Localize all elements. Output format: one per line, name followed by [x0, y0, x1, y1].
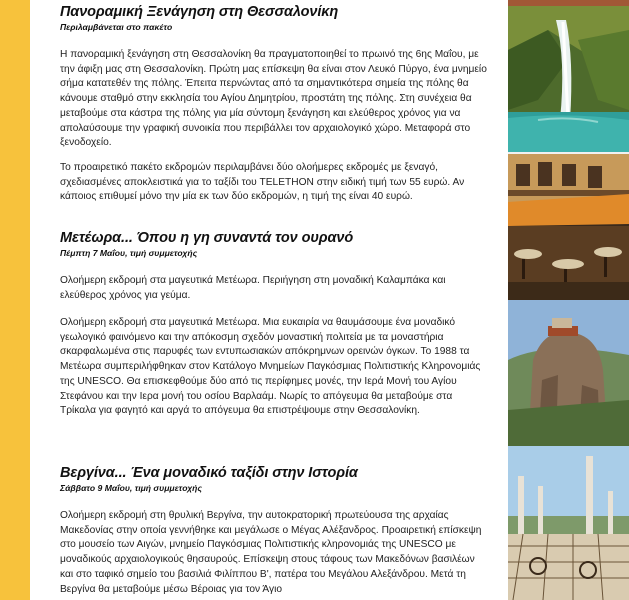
vergina-photo: [508, 446, 629, 600]
paragraph: Ολοήμερη εκδρομή στη θρυλική Βεργίνα, την αυτοκρατορική πρωτεύουσα της αρχαίας Μακεδονίας στην οποία γεννήθηκε και μεγάλωσε ο Μέγας Αλέξανδρος. Προαιρετική επίσκεψη στο μουσείο των Αιγών, μνημείο Παγκόσμιας Πολιτιστικής κληρονομιάς της UNESCO με μοναδικούς αρχαιολογικούς θησαυρούς. Επίσκεψη στους τάφους των Μακεδόνων βασιλέων και στο ταφικό σημείο του βασιλιά Φιλίππου Β', πατέρα του Μεγάλου Αλεξάνδρου. Μετά τη Βεργίνα θα μεταβούμε μέσω Βέροιας για τον Άγιο: [60, 510, 482, 595]
meteora-photo: [508, 300, 629, 446]
paragraph: Ολοήμερη εκδρομή στα μαγευτικά Μετέωρα. Περιήγηση στη μοναδική Καλαμπάκα και ελεύθερος χρόνος για γεύμα.: [60, 275, 446, 301]
paragraph: Ολοήμερη εκδρομή στα μαγευτικά Μετέωρα. Μια ευκαιρία να θαυμάσουμε ένα μοναδικό γεωλογικό φαινόμενο και την απόκοσμη σχεδόν μοναστική πολιτεία με τα μοναστήρια σκαρφαλωμένα στις παρυφές των εντυπωσιακών απόκρημνων ορεινών όγκων. Το 1988 τα Μετέωρα συμπεριλήφθηκαν στον Κατάλογο Μνημείων Παγκόσμιας Πολιτιστικής Κληρονομιάς της UNESCO. Θα επισκεφθούμε δύο από τις περίφημες μονές, την Ιερά Μονή του Αγίου Στεφάνου και την Ιερα μονή του οσίου Βαρλαάμ. Νωρίς το απόγευμα θα μεταβούμε στα Τρίκαλα για φαγητό και αργά το απόγευμα θα επιστρέψουμε στην Θεσσαλονίκη.: [60, 317, 481, 417]
section-title-vergina: Βεργίνα... Ένα μοναδικό ταξίδι στην Ιστορία: [60, 465, 358, 481]
waterfall-photo: [508, 0, 629, 152]
section-title-meteora: Μετέωρα... Όπου η γη συναντά τον ουρανό: [60, 230, 354, 246]
section-subtitle-meteora: Πέμπτη 7 Μαΐου, τιμή συμμετοχής: [60, 248, 198, 258]
paragraph: Το προαιρετικό πακέτο εκδρομών περιλαμβάνει δύο ολοήμερες εκδρομές με ξεναγό, σχεδιασμένες αποκλειστικά για το ταξίδι του TELETHON στην ειδική τιμή των 55 ευρώ. Αν κάποιος επιθυμεί μόνο την μία εκ των δύο εκδρομών, η τιμή της είναι 40 ευρώ.: [60, 162, 465, 203]
accent-bar: [0, 0, 30, 600]
section-subtitle-thessaloniki: Περιλαμβάνεται στο πακέτο: [60, 22, 173, 32]
section-subtitle-vergina: Σάββατο 9 Μαΐου, τιμή συμμετοχής: [60, 483, 202, 493]
taverna-photo: [508, 154, 629, 300]
paragraph: Η πανοραμική ξενάγηση στη Θεσσαλονίκη θα πραγματοποιηθεί το πρωινό της 6ης Μαΐου, με την άφιξη μας στη Θεσσαλονίκη. Πρώτη μας επίσκεψη θα είναι στον Λευκό Πύργο, ένα μνημείο σήμα κατατεθέν της πόλης. Έπειτα περνώντας από τα σημαντικότερα σημεία της πόλης θα κάνουμε σταθμό στην εκκλησία του Αγίου Δημητρίου, προστάτη της πόλης. Στη συνέχεια θα μεταβούμε στα κάστρα της πόλης για μία σύντομη ξενάγηση και ελεύθερος χρόνος για να απολαύσουμε την γραφική συνοικία που περιβάλλει τον αρχαιολογικό χώρο. Μεταφορά στο ξενοδοχείο.: [60, 49, 487, 149]
section-title-thessaloniki: Πανοραμική Ξενάγηση στη Θεσσαλονίκη: [60, 4, 339, 20]
